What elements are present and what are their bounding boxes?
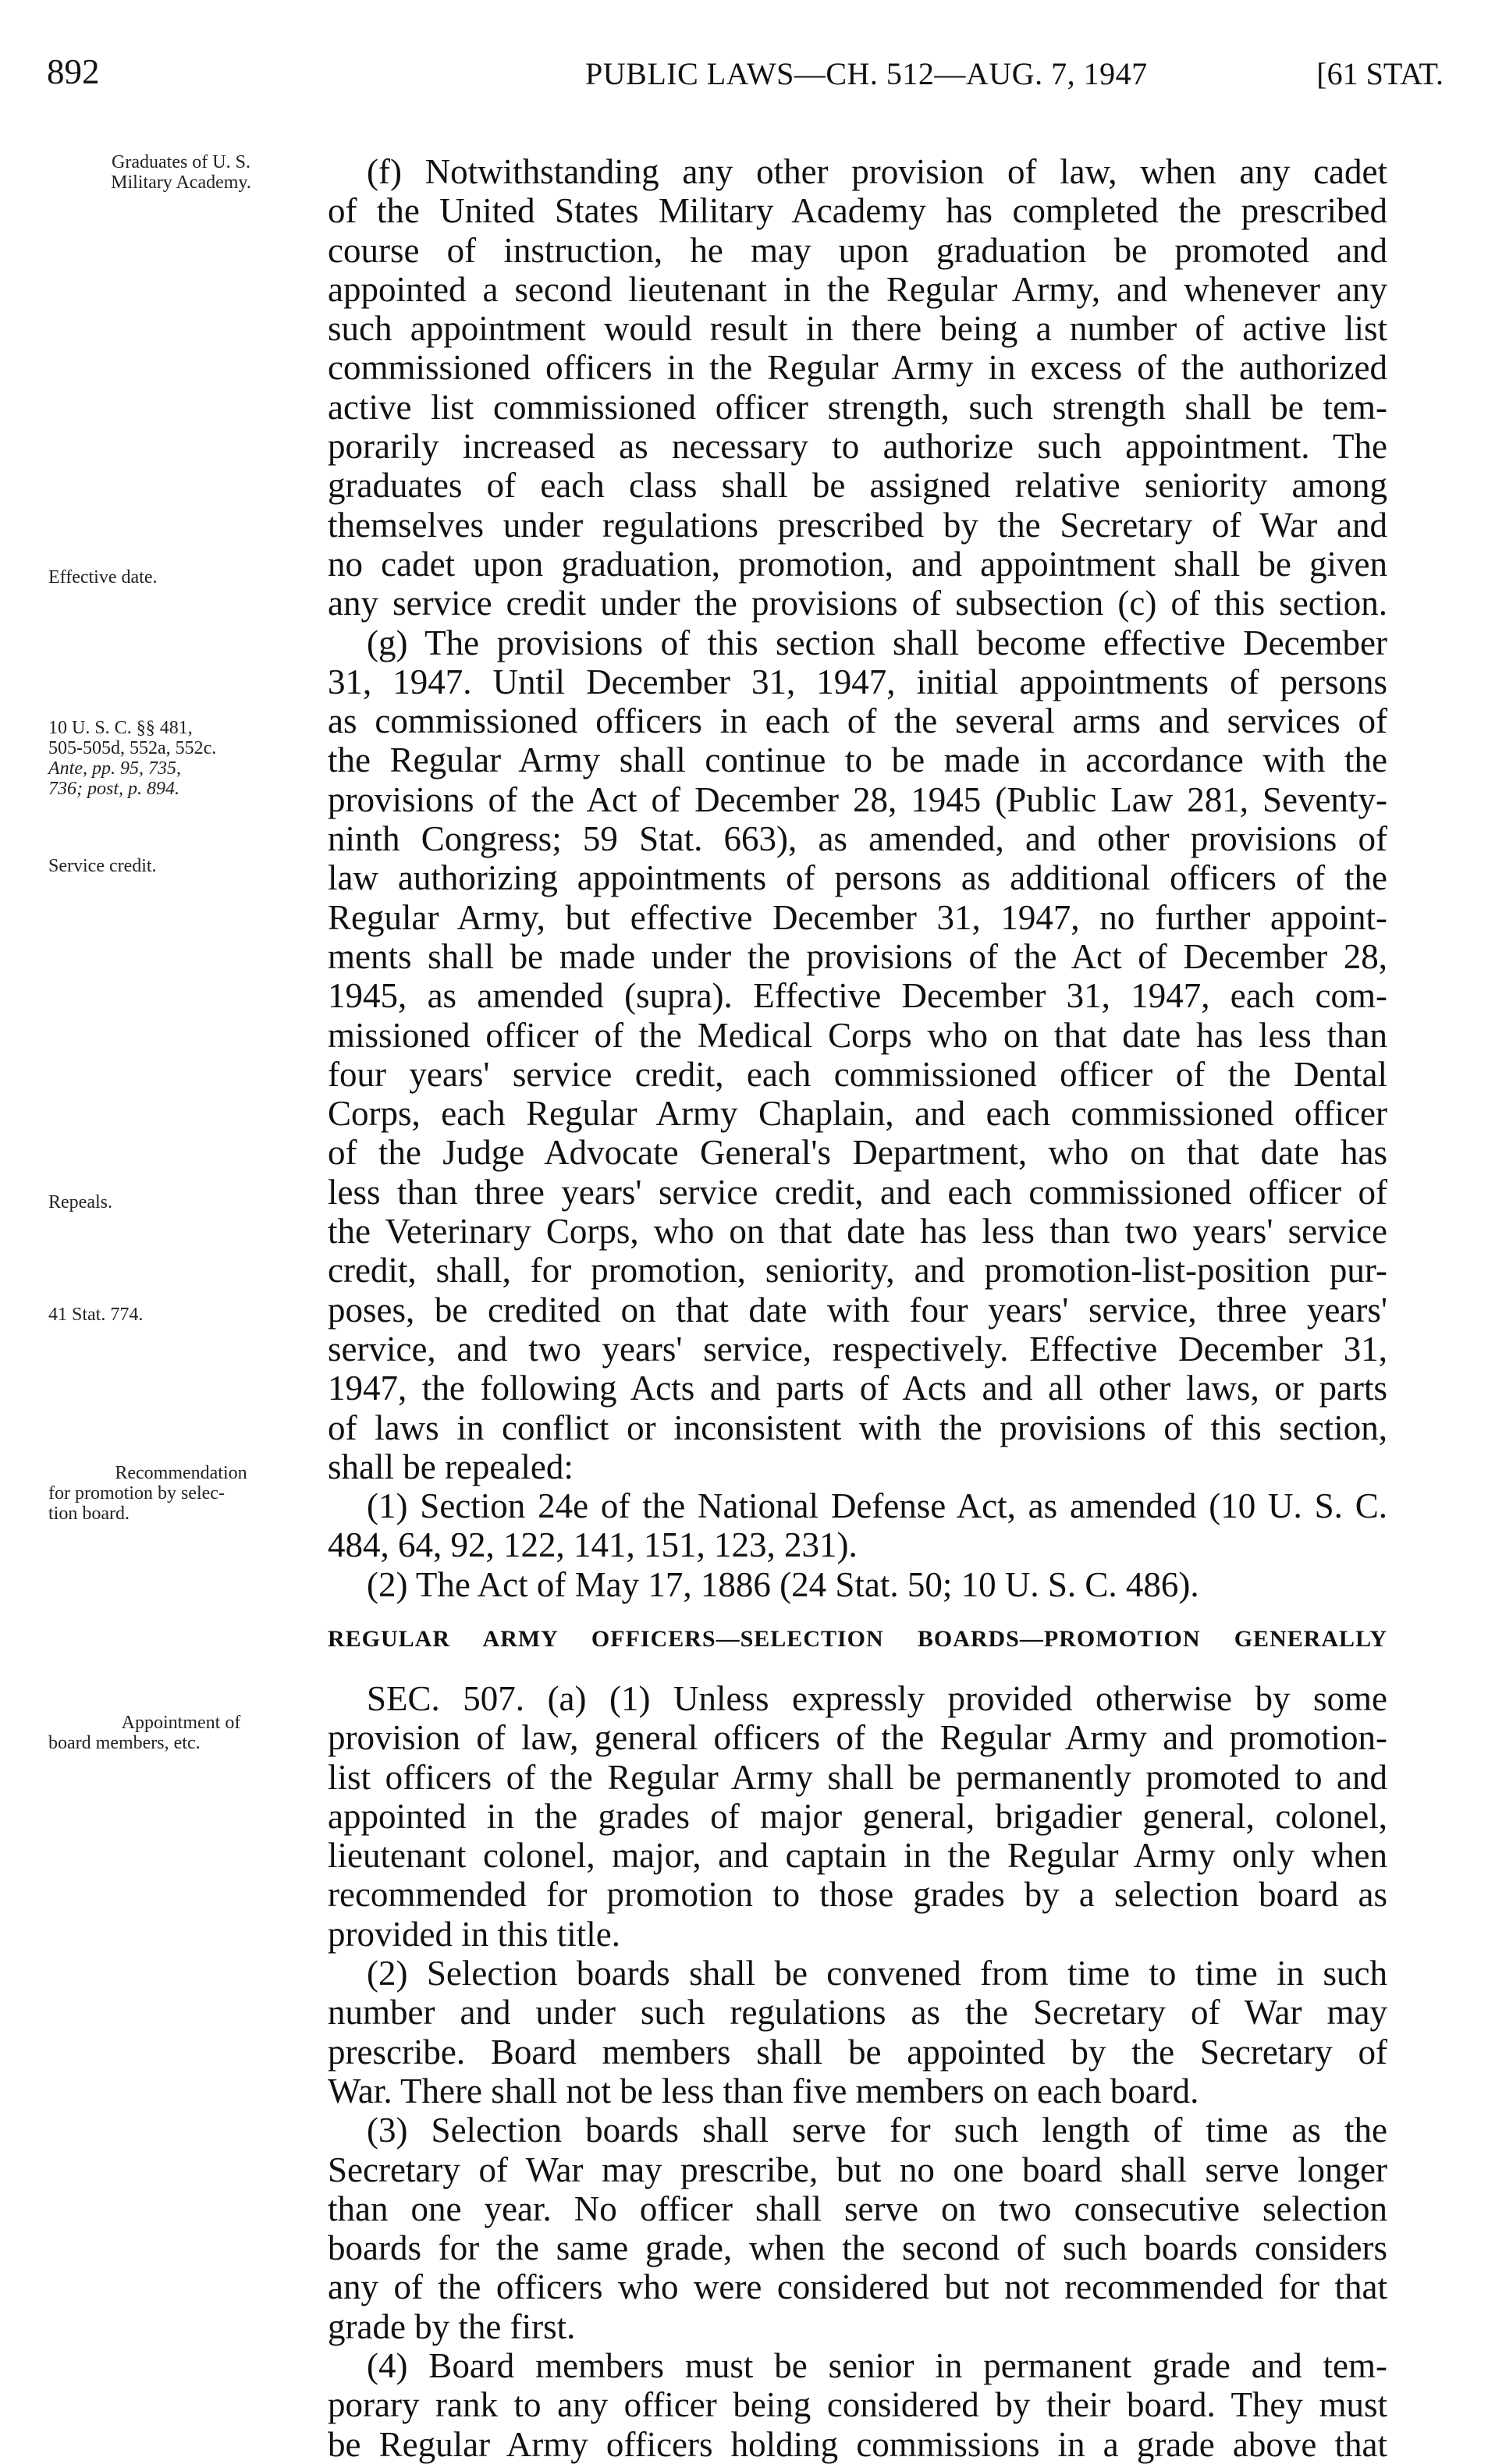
text-line: (1) Section 24e of the National Defense Act, as amended (10 U. S. C. [367, 1486, 1387, 1526]
margin-note-line: Service credit. [48, 856, 157, 876]
margin-note-citation [48, 718, 314, 799]
text-line: as commissioned officers in each of the several arms and services of [328, 701, 1387, 741]
text-line: four years' service credit, each commissioned officer of the Dental [328, 1054, 1387, 1094]
text-line: less than three years' service credit, and each commissioned officer of [328, 1172, 1387, 1212]
margin-note-service-credit [48, 856, 314, 876]
margin-note-recommendation [48, 1463, 314, 1524]
text-line: than one year. No officer shall serve on two consecutive selection [328, 2189, 1387, 2228]
text-line: service, and two years' service, respectively. Effective December 31, [328, 1329, 1387, 1369]
text-line: any of the officers who were considered but not recommended for that [328, 2267, 1387, 2307]
running-head: PUBLIC LAWS—CH. 512—AUG. 7, 1947 [585, 56, 1148, 91]
subsection-3 [328, 2111, 1387, 2346]
text-line: (3) Selection boards shall serve for such length of time as the [367, 2111, 1387, 2150]
paragraph-g [328, 623, 1387, 1487]
text-line: 484, 64, 92, 122, 141, 151, 123, 231). [328, 1525, 858, 1565]
margin-note-line: Recommendation [115, 1463, 247, 1483]
margin-note-line: Military Academy. [111, 172, 251, 193]
volume-reference: [61 STAT. [1316, 56, 1444, 91]
text-line: grade by the first. [328, 2306, 576, 2346]
margin-note-appointment [48, 1713, 314, 1753]
margin-note-graduates [48, 152, 314, 193]
page-number: 892 [47, 52, 100, 91]
text-line: boards for the same grade, when the second of such boards considers [328, 2228, 1387, 2268]
margin-note-effective-date [48, 567, 314, 588]
text-line: (4) Board members must be senior in permanent grade and tem- [367, 2346, 1387, 2386]
text-line: 1947, the following Acts and parts of Acts and all other laws, or parts [328, 1369, 1387, 1408]
margin-note-line: for promotion by selec- [48, 1483, 225, 1504]
text-line: lieutenant colonel, major, and captain in the Regular Army only when [328, 1836, 1387, 1876]
text-line: credit, shall, for promotion, seniority, and promotion-list-position pur- [328, 1251, 1387, 1291]
text-line: 31, 1947. Until December 31, 1947, initial appointments of persons [328, 662, 1387, 701]
text-line: of the Judge Advocate General's Department, who on that date has [328, 1133, 1387, 1173]
text-line: recommended for promotion to those grades by a selection board as [328, 1875, 1387, 1915]
text-line: of laws in conflict or inconsistent with the provisions of this section, [328, 1408, 1387, 1447]
margin-note-line: 736; post, p. 894. [48, 779, 179, 799]
text-line: be Regular Army officers holding commissions in a grade above that [328, 2424, 1387, 2464]
text-line: Secretary of War may prescribe, but no one board shall serve longer [328, 2150, 1387, 2189]
subsection-4 [328, 2346, 1387, 2464]
item-2 [328, 1565, 1387, 1604]
margin-note-line: tion board. [48, 1504, 130, 1524]
text-line: porarily increased as necessary to authorize such appointment. The [328, 427, 1387, 467]
text-line: SEC. 507. (a) (1) Unless expressly provided otherwise by some [367, 1678, 1387, 1718]
text-line: prescribe. Board members shall be appointed by the Secretary of [328, 2032, 1387, 2072]
text-line: list officers of the Regular Army shall be permanently promoted to and [328, 1757, 1387, 1797]
text-line: no cadet upon graduation, promotion, and appointment shall be given [328, 544, 1387, 584]
text-line: any service credit under the provisions of subsection (c) of this section. [328, 584, 1387, 623]
text-line: porary rank to any officer being considered by their board. They must [328, 2385, 1387, 2425]
text-line: number and under such regulations as the Secretary of War may [328, 1993, 1387, 2033]
text-line: War. There shall not be less than five members on each board. [328, 2071, 1199, 2111]
margin-note-line: Graduates of U. S. [112, 152, 250, 172]
text-line: Regular Army, but effective December 31, 1947, no further appoint- [328, 897, 1387, 937]
page-header [47, 0, 1444, 117]
text-line: poses, be credited on that date with four years' service, three years' [328, 1290, 1387, 1330]
section-heading: REGULAR ARMY OFFICERS—SELECTION BOARDS—PROMOTION GENERALLY [328, 1625, 1387, 1652]
section-507 [328, 1679, 1387, 1954]
text-line: (2) The Act of May 17, 1886 (24 Stat. 50; 10 U. S. C. 486). [367, 1564, 1199, 1604]
text-line: ments shall be made under the provisions of the Act of December 28, [328, 936, 1387, 976]
text-line: (g) The provisions of this section shall become effective December [367, 623, 1387, 662]
margin-note-line: board members, etc. [48, 1733, 201, 1753]
text-line: course of instruction, he may upon graduation be promoted and [328, 230, 1387, 270]
text-line: shall be repealed: [328, 1447, 574, 1486]
text-line: appointed a second lieutenant in the Regular Army, and whenever any [328, 269, 1387, 309]
paragraph-f [328, 152, 1387, 623]
text-line: active list commissioned officer strength, such strength shall be tem- [328, 387, 1387, 427]
margin-note-line: 41 Stat. 774. [48, 1305, 144, 1325]
text-line: such appointment would result in there being a number of active list [328, 309, 1387, 349]
margin-note-line: Effective date. [48, 567, 158, 588]
text-line: (2) Selection boards shall be convened from time to time in such [367, 1954, 1387, 1994]
main-text [328, 152, 1387, 2464]
text-line: the Regular Army shall continue to be made in accordance with the [328, 740, 1387, 780]
text-line: 1945, as amended (supra). Effective December 31, 1947, each com- [328, 976, 1387, 1016]
text-line: appointed in the grades of major general, brigadier general, colonel, [328, 1796, 1387, 1836]
text-line: graduates of each class shall be assigned relative seniority among [328, 466, 1387, 506]
margin-note-repeals [48, 1192, 314, 1212]
subsection-2 [328, 1954, 1387, 2111]
margin-note-line: 10 U. S. C. §§ 481, [48, 718, 193, 738]
margin-note-line: 505-505d, 552a, 552c. [48, 738, 217, 758]
text-line: provided in this title. [328, 1914, 620, 1954]
margin-note-line: Repeals. [48, 1192, 112, 1212]
text-line: commissioned officers in the Regular Army in excess of the authorized [328, 348, 1387, 388]
text-line: law authorizing appointments of persons as additional officers of the [328, 858, 1387, 898]
margin-note-stat-ref [48, 1305, 314, 1325]
margin-note-line: Appointment of [121, 1713, 241, 1733]
text-line: missioned officer of the Medical Corps who on that date has less than [328, 1015, 1387, 1055]
text-line: of the United States Military Academy has completed the prescribed [328, 191, 1387, 231]
text-line: (f) Notwithstanding any other provision of law, when any cadet [367, 152, 1387, 191]
text-line: ninth Congress; 59 Stat. 663), as amended, and other provisions of [328, 819, 1387, 859]
text-line: the Veterinary Corps, who on that date has less than two years' service [328, 1212, 1387, 1252]
margin-note-line: Ante, pp. 95, 735, [48, 758, 181, 779]
text-line: provision of law, general officers of the Regular Army and promotion- [328, 1718, 1387, 1758]
item-1 [328, 1486, 1387, 1565]
text-line: Corps, each Regular Army Chaplain, and each commissioned officer [328, 1094, 1387, 1134]
text-line: provisions of the Act of December 28, 1945 (Public Law 281, Seventy- [328, 779, 1387, 819]
text-line: themselves under regulations prescribed by the Secretary of War and [328, 505, 1387, 545]
